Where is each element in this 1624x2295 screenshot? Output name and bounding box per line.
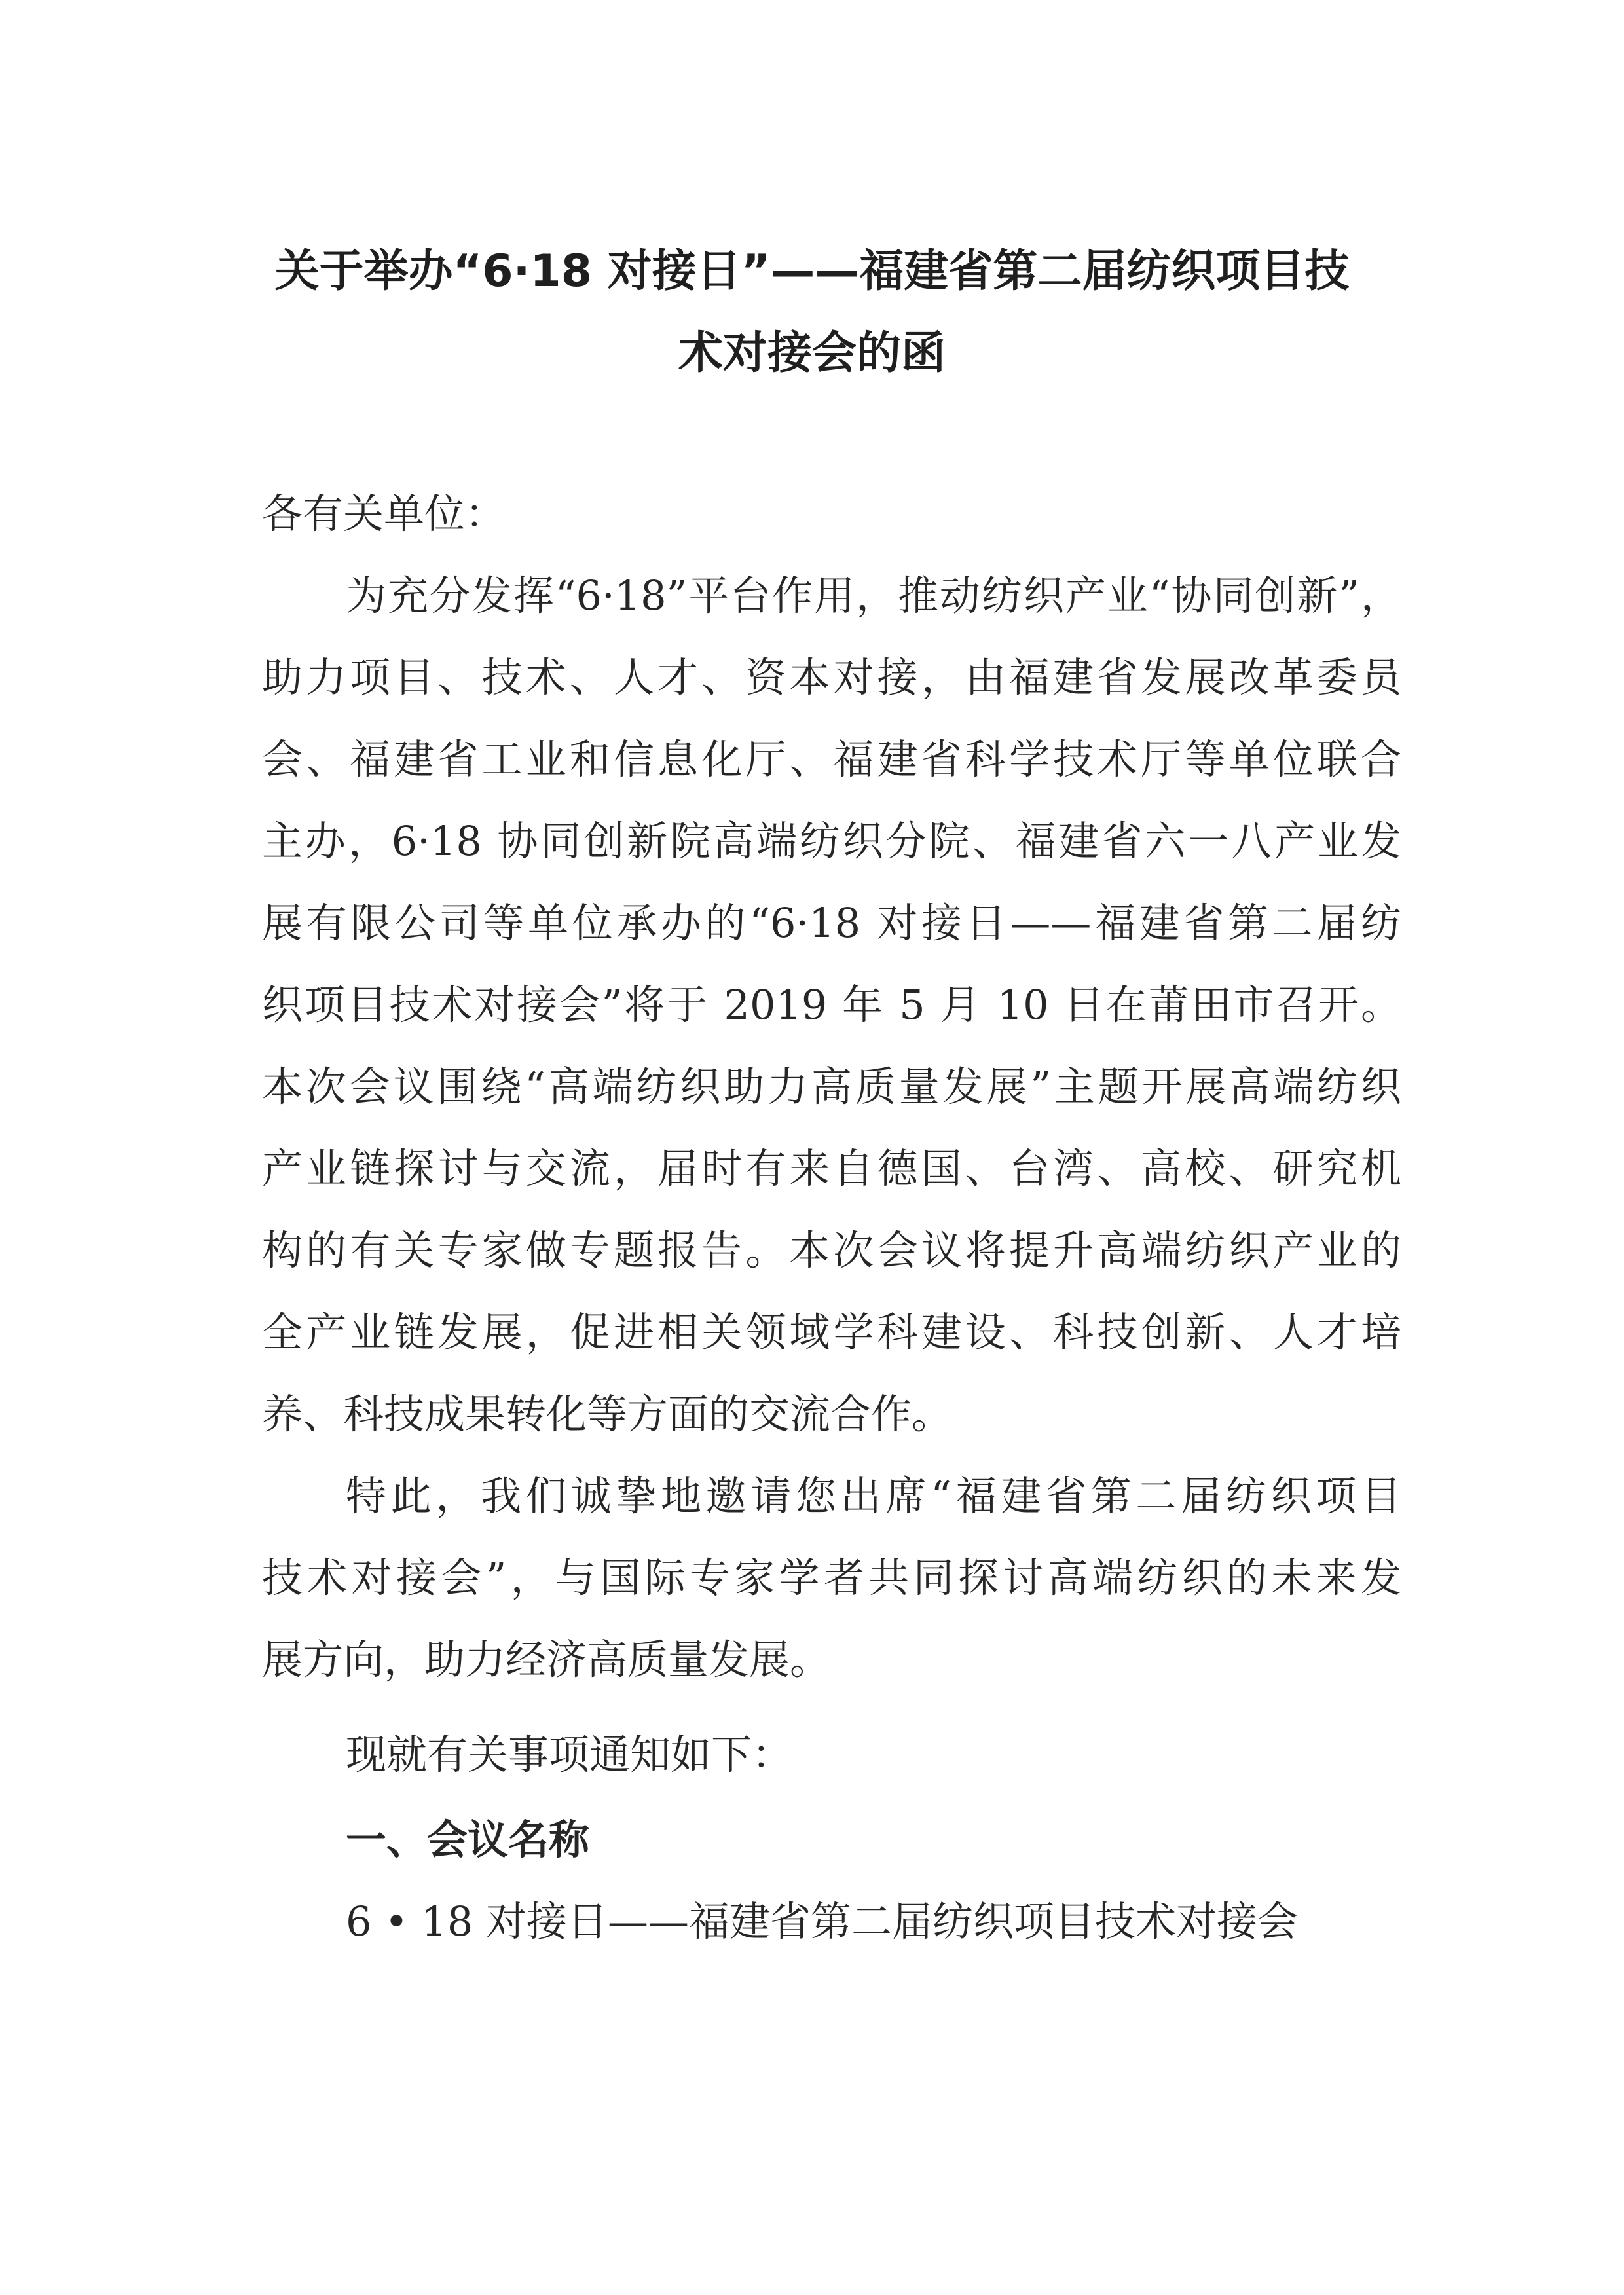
- paragraph-1-line: 织项目技术对接会”将于 2019 年 5 月 10 日在莆田市召开。: [262, 981, 1401, 1029]
- notice-intro: 现就有关事项通知如下：: [346, 1731, 793, 1778]
- paragraph-1-line: 展有限公司等单位承办的“6·18 对接日——福建省第二届纺: [262, 899, 1401, 947]
- paragraph-1-line: 会、福建省工业和信息化厅、福建省科学技术厅等单位联合: [262, 735, 1401, 783]
- paragraph-1-line: 主办，6·18 协同创新院高端纺织分院、福建省六一八产业发: [262, 817, 1401, 865]
- paragraph-1-line: 本次会议围绕“高端纺织助力高质量发展”主题开展高端纺织: [262, 1063, 1401, 1111]
- document-title-line-2: 术对接会的函: [678, 327, 946, 379]
- paragraph-1-line: 养、科技成果转化等方面的交流合作。: [262, 1390, 953, 1438]
- paragraph-1-line: 全产业链发展，促进相关领域学科建设、科技创新、人才培: [262, 1308, 1401, 1356]
- paragraph-2-line: 展方向，助力经济高质量发展。: [262, 1636, 831, 1683]
- document-title-line-1: 关于举办“6·18 对接日”——福建省第二届纺织项目技: [274, 246, 1350, 297]
- salutation: 各有关单位：: [262, 490, 506, 538]
- section-1-heading: 一、会议名称: [346, 1816, 590, 1864]
- paragraph-1-line: 为充分发挥“6·18”平台作用，推动纺织产业“协同创新”，: [346, 572, 1401, 619]
- paragraph-1-line: 构的有关专家做专题报告。本次会议将提升高端纺织产业的: [262, 1226, 1401, 1274]
- paragraph-1-line: 产业链探讨与交流，届时有来自德国、台湾、高校、研究机: [262, 1145, 1401, 1192]
- paragraph-1-line: 助力项目、技术、人才、资本对接，由福建省发展改革委员: [262, 653, 1401, 701]
- section-1-body: 6 • 18 对接日——福建省第二届纺织项目技术对接会: [346, 1898, 1299, 1945]
- paragraph-2-line: 技术对接会”，与国际专家学者共同探讨高端纺织的未来发: [262, 1554, 1401, 1602]
- paragraph-2-line: 特此，我们诚挚地邀请您出席“福建省第二届纺织项目: [346, 1472, 1401, 1520]
